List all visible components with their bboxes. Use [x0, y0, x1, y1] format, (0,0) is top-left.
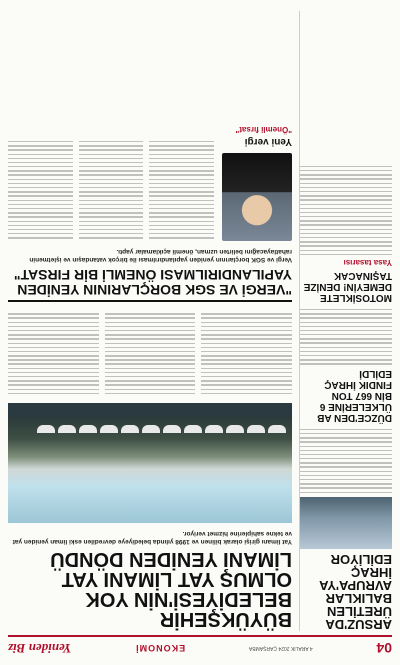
masthead [8, 635, 392, 659]
lower-columns [8, 125, 292, 241]
article-text [300, 309, 392, 365]
quay-graphic [8, 403, 292, 417]
left-red-label: Yasa tasarısı [343, 257, 392, 267]
second-headline: "VERGİ VE SGK BORÇLARININ YENİDEN YAPILANDIRILMASI ÖNEMLİ BİR FIRSAT" [8, 267, 292, 302]
harbour-photo [8, 403, 292, 523]
second-spot: Vergi ve SGK borçlarının yeniden yapılandırılması ile birçok vatandaşın ve işletmenin rahatlayacağını belirten uzman, önemli açıklamalar yaptı. [29, 248, 292, 264]
article-text [79, 125, 144, 241]
article-columns [8, 310, 292, 397]
left-headline-2: DÜZCE'DEN AB ÜLKELERİNE 6 BİN 667 TON FINDIK İHRAÇ EDİLDİ [317, 367, 392, 423]
portrait-col [220, 125, 292, 241]
main-headline: BÜYÜKŞEHİR BELEDİYESİ'NİN YOK OLMUŞ YAT LİMANI YAT LİMANI YENİDEN DÖNDÜ [50, 548, 292, 630]
article-text [8, 310, 99, 397]
left-headline-1: ARSUZ'DA ÜRETİLEN BALIKLAR AVRUPA'YA İHRAÇ EDİLİYOR [319, 552, 392, 632]
side-title: Yeni vergi [244, 136, 292, 148]
side-red-label: "Önemli fırsat" [235, 125, 292, 135]
section-label: EKONOMİ [135, 643, 186, 653]
boats-graphic [2, 421, 292, 441]
article-text [300, 166, 392, 255]
article-text [201, 310, 292, 397]
page-number: 04 [376, 640, 392, 656]
main-spot: Yat limanı girişi olarak bilinen ve 1998 yılında belediyeye devredilen eski liman yeniden yat ve tekne sahiplerine hizmet veriyor. [12, 530, 292, 545]
issue-date: 4 ARALIK 2024 ÇARŞAMBA [248, 645, 313, 651]
article-text [149, 125, 214, 241]
portrait-photo [222, 153, 292, 241]
left-column [299, 11, 392, 631]
brand-logo: Yeniden Biz [8, 641, 72, 656]
main-area [8, 11, 292, 631]
article-text [105, 310, 196, 397]
left-headline-3: MOTOSİKLETE DEMEYİN! DENİZE TAŞINACAK [303, 269, 392, 303]
article-text [300, 429, 392, 493]
left-photo-1 [300, 497, 392, 549]
article-text [8, 125, 73, 241]
